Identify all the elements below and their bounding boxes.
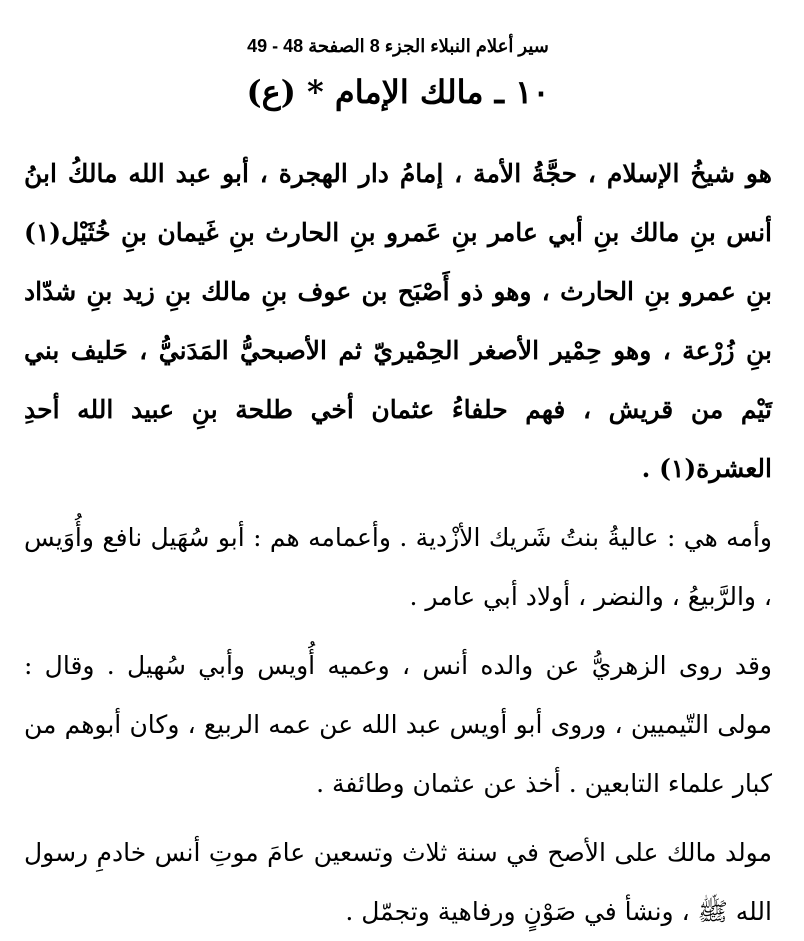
paragraph-birth: مولد مالك على الأصح في سنة ثلاث وتسعين عامَ موتِ أنس خادمِ رسول الله ﷺ ، ونشأ في صَوْنٍ ورفاهية وتجمّل . bbox=[24, 838, 772, 926]
running-header: سير أعلام النبلاء الجزء 8 الصفحة 48 - 49 bbox=[247, 36, 549, 56]
chapter-title: ١٠ ـ مالك الإمام * (ع) bbox=[246, 73, 550, 111]
paragraph-mother-uncles: وأمه هي : عاليةُ بنتُ شَريك الأزْدية . وأعمامه هم : أبو سُهَيل نافع وأُوَيس ، والرَّبيعُ ، والنضر ، أولاد أبي عامر . bbox=[24, 523, 772, 611]
paragraph-narrations: وقد روى الزهريُّ عن والده أنس ، وعميه أُويس وأبي سُهيل . وقال : مولى التّيميين ، وروى أبو أويس عبد الله عن عمه الربيع ، وكان أبوهم من كبار علماء التابعين . أخذ عن عثمان وطائفة . bbox=[24, 651, 772, 798]
paragraph-biography: هو شيخُ الإسلام ، حجَّةُ الأمة ، إمامُ دار الهجرة ، أبو عبد الله مالكُ ابنُ أنس بنِ مالك بنِ أبي عامر بنِ عَمرو بنِ الحارث بنِ غَيمان بنِ خُثَيْل(١) بنِ عمرو بنِ الحارث ، وهو ذو أَصْبَح بن عوف بنِ مالك بنِ زيد بنِ شدّاد بنِ زُرْعة ، وهو حِمْير الأصغر الحِمْيريّ ثم الأصبحيُّ المَدَنيُّ ، حَليف بني تَيْم من قريش ، فهم حلفاءُ عثمان أخي طلحة بنِ عبيد الله أحدِ العشرة(١) . bbox=[24, 159, 772, 483]
